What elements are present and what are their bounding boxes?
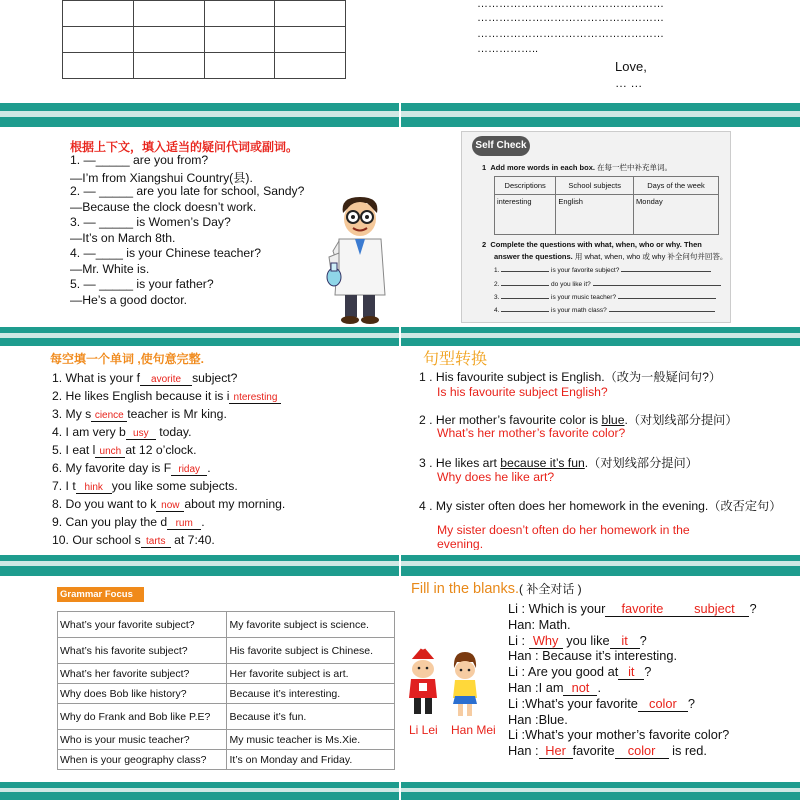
q-line: 2. — _____ are you late for school, Sandy? <box>70 184 305 198</box>
fill-word-suffix: subject? <box>192 371 238 385</box>
dialogue-line <box>508 696 695 712</box>
column-gap <box>399 0 401 800</box>
slide-sentence-transform <box>401 346 800 550</box>
q1-cn: 在每一栏中补充单词。 <box>597 163 673 172</box>
q-line: 1. —_____ are you from? <box>70 153 209 167</box>
table-row <box>58 664 395 684</box>
self-check-badge: Self Check <box>472 136 530 156</box>
grammar-answer: Because it’s interesting. <box>227 684 395 704</box>
transform-question: 2 . Her mother’s favourite color is blue.（对划线部分提问） <box>419 413 738 427</box>
header-school-subjects: School subjects <box>556 177 634 195</box>
closing-love: Love, <box>615 59 647 74</box>
fill-word-suffix: at 7:40. <box>170 533 215 547</box>
q-line: —I’m from Xiangshui Country(县). <box>70 171 253 185</box>
fill-word-item <box>52 371 237 386</box>
grammar-focus-badge: Grammar Focus <box>57 587 144 602</box>
fill-word-item <box>52 443 197 458</box>
q2-cn: 用 what, when, who 或 why 补全问句并回答。 <box>574 252 728 261</box>
fill-word-item <box>52 425 192 440</box>
slide-question-words <box>0 127 399 327</box>
dialogue-line <box>508 617 571 632</box>
dialogue-answer[interactable]: it <box>618 664 644 680</box>
fill-word-suffix: teacher is Mr king. <box>127 407 227 421</box>
fill-word-answer[interactable]: nteresting <box>229 392 281 404</box>
fill-word-suffix: . <box>207 461 211 475</box>
fill-word-prefix: 4. I am very b <box>52 425 126 439</box>
dialogue-line <box>508 648 677 663</box>
dots-line-4: …………….. <box>477 43 539 55</box>
cell-english: English <box>556 195 634 235</box>
dialogue-text: favorite <box>572 743 615 759</box>
table-row <box>58 750 395 770</box>
header-days: Days of the week <box>634 177 719 195</box>
dialogue-answer[interactable]: favorite <box>605 601 679 617</box>
dialogue-answer[interactable]: Her <box>539 743 573 759</box>
dialogue-text: Li : Are you good at <box>508 664 619 680</box>
dialogue-text: is red. <box>668 743 707 759</box>
self-check-page: Self Check 1 Add more words in each box. 在每一栏中补充单词。 Descriptions School subjects Days of the week interesting English Monday 2 Complete the questions with what, when, who or why. Then answer the questions. 用 what, when, who 或 why 补全问句并回答。 1. is your favorite subject? 2. do you like it? 3. is your music teacher? 4. is your math class? <box>461 131 731 323</box>
fill-word-answer[interactable]: tarts <box>141 536 171 548</box>
dialogue-text: Han :I am <box>508 680 564 695</box>
dialogue-text: Han : <box>508 743 539 759</box>
grammar-question: What’s his favorite subject? <box>58 638 227 664</box>
fill-word-suffix: today. <box>155 425 192 439</box>
dots-line-1: …………………………………………… <box>477 0 664 10</box>
fill-word-item <box>52 407 227 422</box>
fill-word-answer[interactable]: cience <box>91 410 127 422</box>
fill-word-prefix: 8. Do you want to k <box>52 497 157 511</box>
dialogue-text: Li :What’s your mother’s favorite color? <box>508 727 730 743</box>
dialogue-line <box>508 712 568 727</box>
grammar-answer: His favorite subject is Chinese. <box>227 638 395 664</box>
grammar-question: Who is your music teacher? <box>58 730 227 750</box>
fill-word-answer[interactable]: now <box>156 500 184 512</box>
table-row <box>58 704 395 730</box>
q-line: —He’s a good doctor. <box>70 293 187 307</box>
fill-word-suffix: you like some subjects. <box>111 479 238 493</box>
fill-word-suffix: about my morning. <box>184 497 286 511</box>
grammar-question: What’s her favorite subject? <box>58 664 227 684</box>
table-row <box>58 730 395 750</box>
dialogue-line <box>508 743 707 759</box>
grammar-question: When is your geography class? <box>58 750 227 770</box>
cell-interesting: interesting <box>495 195 556 235</box>
transform-question: 1 . His favourite subject is English.（改为一般疑问句?） <box>419 370 722 384</box>
slide-letter-fragment <box>401 0 800 110</box>
transform-answer-cont: evening. <box>437 537 484 550</box>
transform-answer: Is his favourite subject English? <box>437 385 608 399</box>
fill-word-answer[interactable]: usy <box>126 428 156 440</box>
fill-word-prefix: 6. My favorite day is F <box>52 461 172 475</box>
grammar-answer: Her favorite subject is art. <box>227 664 395 684</box>
q-line: —It’s on March 8th. <box>70 231 176 245</box>
transform-answer: My sister doesn’t often do her homework in the <box>437 523 690 537</box>
sc-item: 3. is your music teacher? <box>494 294 716 301</box>
blank-table <box>62 0 346 79</box>
table-row <box>58 684 395 704</box>
slide-fill-blanks-dialogue <box>401 576 800 778</box>
dialogue-answer[interactable]: color <box>638 696 688 712</box>
fill-word-suffix: at 12 o’clock. <box>125 443 197 457</box>
fill-word-item <box>52 389 281 404</box>
name-han-mei: Han Mei <box>451 723 496 737</box>
transform-question: 3 . He likes art because it’s fun.（对划线部分提问） <box>419 456 698 470</box>
dialogue-line <box>508 664 651 680</box>
q1-text: Add more words in each box. <box>490 163 595 172</box>
closing-dots: … … <box>615 76 643 90</box>
grammar-answer: My favorite subject is science. <box>227 612 395 638</box>
table-row <box>58 612 395 638</box>
grammar-answer: My music teacher is Ms.Xie. <box>227 730 395 750</box>
dialogue-text: Han :Blue. <box>508 711 568 727</box>
dots-line-2: …………………………………………… <box>477 12 664 24</box>
dialogue-text: Han: Math. <box>508 616 571 632</box>
transform-answer: What’s her mother’s favorite color? <box>437 426 626 440</box>
grammar-question: Why do Frank and Bob like P.E? <box>58 704 227 730</box>
fill-word-prefix: 2. He likes English because it is i <box>52 389 230 403</box>
q2b-text: answer the questions. <box>494 252 573 261</box>
dots-line-3: …………………………………………… <box>477 28 664 40</box>
fill-word-title: 每空填一个单词 ,使句意完整. <box>50 352 205 366</box>
transform-title: 句型转换 <box>423 351 488 368</box>
table-row <box>58 638 395 664</box>
dialogue-text: Li : <box>508 632 529 648</box>
grammar-table <box>57 611 395 770</box>
q-line: 5. — _____ is your father? <box>70 277 214 291</box>
fill-word-item <box>52 479 238 494</box>
dialogue-text: ? <box>687 695 696 711</box>
sc-item: 4. is your math class? <box>494 307 715 314</box>
sc-item: 2. do you like it? <box>494 281 721 288</box>
fill-word-answer[interactable]: unch <box>95 446 125 458</box>
dialogue-line <box>508 727 729 742</box>
dialogue-answer[interactable]: Why <box>529 633 563 649</box>
transform-question: 4 . My sister often does her homework in the evening.（改否定句） <box>419 499 782 513</box>
dialogue-text: ? <box>644 664 652 680</box>
grammar-answer: It’s on Monday and Friday. <box>227 750 395 770</box>
q-line: 3. — _____ is Women’s Day? <box>70 215 231 229</box>
slide-table-fragment <box>0 0 399 110</box>
slide-grammar-focus <box>0 576 399 778</box>
fill-word-answer[interactable]: hink <box>76 482 112 494</box>
dialogue-answer[interactable]: subject <box>679 601 749 617</box>
fill-word-prefix: 10. Our school s <box>52 533 141 547</box>
dialogue-text: you like <box>562 632 610 648</box>
dialogue-text: ? <box>639 632 647 648</box>
fill-word-answer[interactable]: riday <box>171 464 207 476</box>
transform-answer: Why does he like art? <box>437 470 555 484</box>
header-descriptions: Descriptions <box>495 177 556 195</box>
doctor-cartoon-icon <box>325 195 395 325</box>
fill-word-item <box>52 497 285 512</box>
fill-word-prefix: 5. I eat l <box>52 443 96 457</box>
dialogue-answer[interactable]: it <box>610 633 640 649</box>
dialogue-text: ? <box>749 601 757 616</box>
fill-word-item <box>52 461 211 476</box>
q-line: —Mr. White is. <box>70 262 150 276</box>
dialogue-line <box>508 633 647 649</box>
dialogue-text: . <box>597 680 602 695</box>
fill-word-answer[interactable]: rum <box>167 518 201 530</box>
grammar-question: Why does Bob like history? <box>58 684 227 704</box>
slide-self-check <box>401 127 800 327</box>
dialogue-text: Li : Which is your <box>508 601 606 616</box>
dialogue-answer[interactable]: not <box>563 680 597 696</box>
dialogue-line <box>508 601 757 617</box>
instruction-cn: 根据上下文，填入适当的疑问代词或副词。 <box>70 140 299 154</box>
han-mei-cartoon-icon <box>447 648 483 720</box>
fill-word-prefix: 7. I t <box>52 479 76 493</box>
q2-text: Complete the questions with what, when, who or why. Then <box>490 240 702 249</box>
cell-monday: Monday <box>634 195 719 235</box>
fill-word-prefix: 3. My s <box>52 407 92 421</box>
grammar-question: What’s your favorite subject? <box>58 612 227 638</box>
fill-word-answer[interactable]: avorite <box>140 374 192 386</box>
li-lei-cartoon-icon <box>405 646 441 718</box>
q-line: 4. —____ is your Chinese teacher? <box>70 246 262 260</box>
dialogue-text: Li :What’s your favorite <box>508 695 638 711</box>
dialogue-title: Fill in the blanks. <box>411 581 519 597</box>
fill-word-prefix: 9. Can you play the d <box>52 515 168 529</box>
self-check-table <box>494 176 719 235</box>
fill-word-item <box>52 533 215 548</box>
fill-word-prefix: 1. What is your f <box>52 371 141 385</box>
grammar-answer: Because it’s fun. <box>227 704 395 730</box>
dialogue-title-cn: ( 补全对话 ) <box>519 582 582 596</box>
dialogue-answer[interactable]: color <box>615 743 669 759</box>
slide-fill-word <box>0 346 399 550</box>
q-line: —Because the clock doesn’t work. <box>70 200 257 214</box>
name-li-lei: Li Lei <box>409 723 438 737</box>
dialogue-line <box>508 680 601 696</box>
dialogue-text: Han : Because it’s interesting. <box>508 648 678 664</box>
fill-word-suffix: . <box>201 515 205 529</box>
sc-item: 1. is your favorite subject? <box>494 267 711 274</box>
fill-word-item <box>52 515 205 530</box>
